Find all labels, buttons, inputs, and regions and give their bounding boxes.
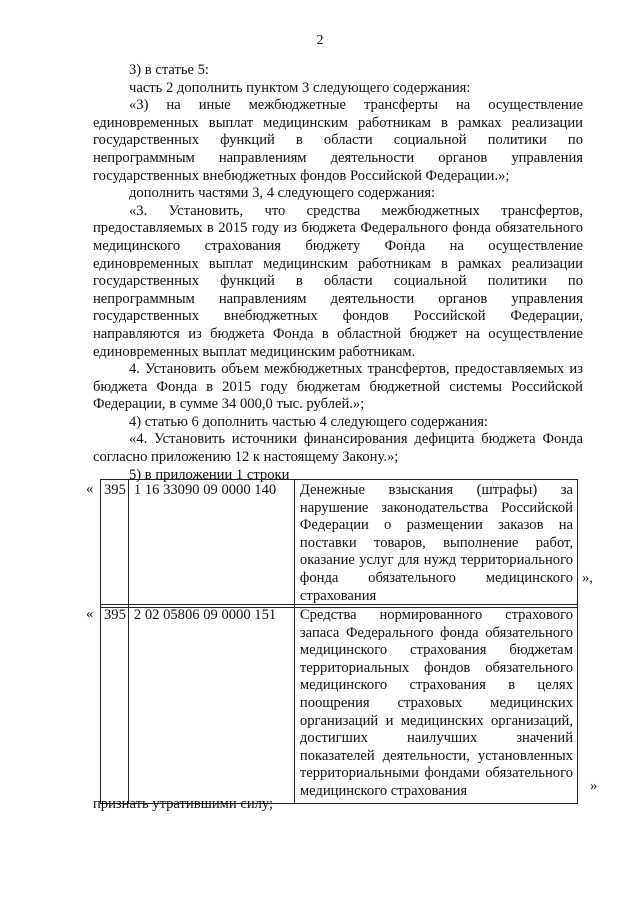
quote-close: » [590,778,598,794]
table-block-1 [86,479,606,604]
paragraph: часть 2 дополнить пунктом 3 следующего содержания: [129,79,471,96]
paragraph: 4) статью 6 дополнить частью 4 следующего содержания: [129,413,488,430]
after-table-text: признать утратившими силу; [93,796,274,812]
paragraph: «4. Установить источники финансирования дефицита бюджета Фонда согласно приложению 12 к настоящему Закону.»; [93,431,583,466]
table-block-2 [86,604,606,799]
admin-code-cell: 395 [101,480,129,608]
paragraph: 5) в приложении 1 строки [129,466,290,483]
description-cell: Денежные взыскания (штрафы) за нарушение законодательства Российской Федерации о размещении заказов на поставки товаров, выполнение работ, оказание услуг для нужд территориального фонда обязательного медицинского страхования [294,480,577,608]
paragraph: дополнить частями 3, 4 следующего содержания: [129,185,436,202]
table-row [101,480,578,608]
budget-code-cell: 1 16 33090 09 0000 140 [128,480,294,608]
paragraph: 3) в статье 5: [129,62,209,78]
quote-close: », [582,570,593,586]
quote-open: « [86,606,94,622]
quote-open: « [86,481,94,497]
page-number: 2 [316,33,324,48]
admin-code-cell: 395 [101,605,129,804]
paragraph: 4. Установить объем межбюджетных трансфертов, предоставляемых из бюджета Фонда в 2015 году бюджетам бюджетной системы Российской Федерации, в сумме 34 000,0 тыс. рублей.»; [93,361,583,413]
description-cell: Средства нормированного страхового запаса Федерального фонда обязательного медицинского страхования бюджетам территориальных фондов обязательного медицинского страхования в целях поощрения страховых медицинских организаций и медицинских организаций, достигших наилучших значений показателей деятельности, установленных территориальными фондами обязательного медицинского страхования [294,605,577,804]
paragraph: «3. Установить, что средства межбюджетных трансфертов, предоставляемых в 2015 году из бюджета Федерального фонда обязательного медицинского страхования бюджету Фонда на осуществление единовременных выплат медицинским работникам в рамках реализации государственных функций в области социальной политики по непрограммным направлениям деятельности органов управления государственных внебюджетных фондов Российской Федерации, направляются из бюджета Фонда в областной бюджет на осуществление единовременных выплат медицинским работникам. [93,202,583,360]
table-row [101,605,578,804]
budget-code-cell: 2 02 05806 09 0000 151 [128,605,294,804]
document-body [93,62,583,484]
budget-table [100,604,578,804]
paragraph: «3) на иные межбюджетные трансферты на осуществление единовременных выплат медицинским работникам в рамках реализации государственных функций в области социальной политики по непрограммным направлениям деятельности органов управления государственных внебюджетных фондов Российской Федерации.»; [93,97,583,184]
budget-table [100,479,578,608]
